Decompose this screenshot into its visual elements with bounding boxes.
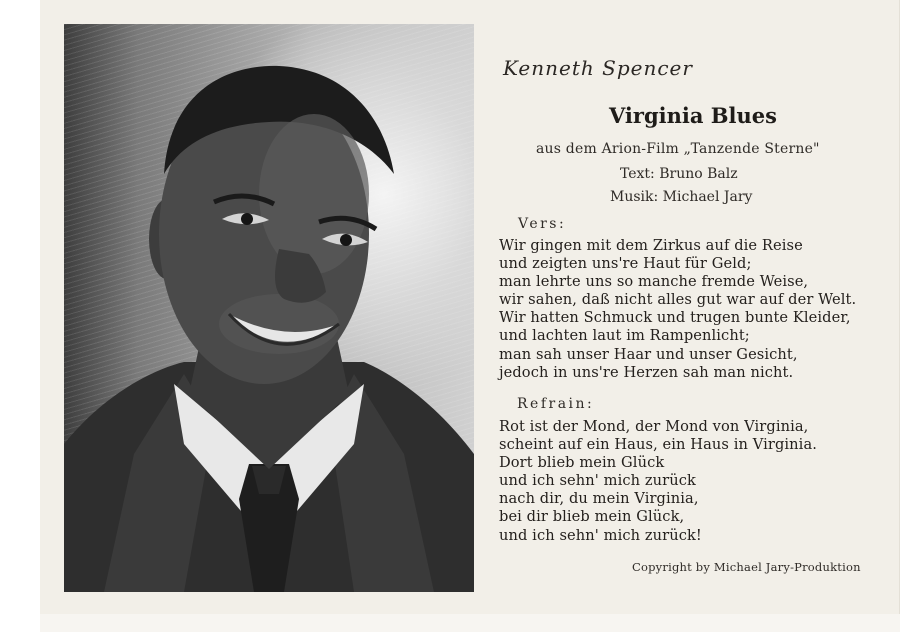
lyric-line: Rot ist der Mond, der Mond von Virginia,	[499, 418, 809, 435]
lyric-line: scheint auf ein Haus, ein Haus in Virginia.	[499, 436, 817, 454]
lyric-line: man lehrte uns so manche fremde Weise,	[499, 273, 809, 291]
refrain-lyrics	[499, 418, 817, 545]
card-edge	[40, 614, 900, 632]
lyric-line: und zeigten uns're Haut für Geld;	[499, 255, 752, 273]
singer-signature: Kenneth Spencer	[503, 56, 693, 80]
lyric-line: bei dir blieb mein Glück,	[499, 508, 685, 526]
copyright-notice: Copyright by Michael Jary-Produktion	[632, 560, 861, 574]
song-title: Virginia Blues	[609, 103, 777, 128]
lyric-line: und ich sehn' mich zurück!	[499, 526, 702, 544]
lyricist-credit: Text: Bruno Balz	[620, 166, 738, 182]
portrait-photo	[64, 24, 474, 592]
lyric-line: nach dir, du mein Virginia,	[499, 490, 699, 508]
lyric-line: und ich sehn' mich zurück	[499, 472, 696, 490]
lyric-line: und lachten laut im Rampenlicht;	[499, 327, 750, 345]
lyric-line: jedoch in uns're Herzen sah man nicht.	[499, 363, 794, 381]
portrait-illustration	[64, 24, 474, 592]
film-subtitle: aus dem Arion-Film „Tanzende Sterne"	[536, 141, 820, 157]
refrain-label: Refrain:	[517, 396, 595, 412]
lyric-line: Wir gingen mit dem Zirkus auf die Reise	[499, 237, 803, 254]
verse-lyrics	[499, 237, 856, 382]
lyric-line: man sah unser Haar und unser Gesicht,	[499, 345, 798, 363]
lyric-line: Dort blieb mein Glück	[499, 454, 665, 472]
verse-label: Vers:	[518, 216, 567, 232]
lyric-line: Wir hatten Schmuck und trugen bunte Kleider,	[499, 309, 851, 327]
composer-credit: Musik: Michael Jary	[610, 189, 753, 205]
lyric-line: wir sahen, daß nicht alles gut war auf der Welt.	[499, 291, 857, 309]
